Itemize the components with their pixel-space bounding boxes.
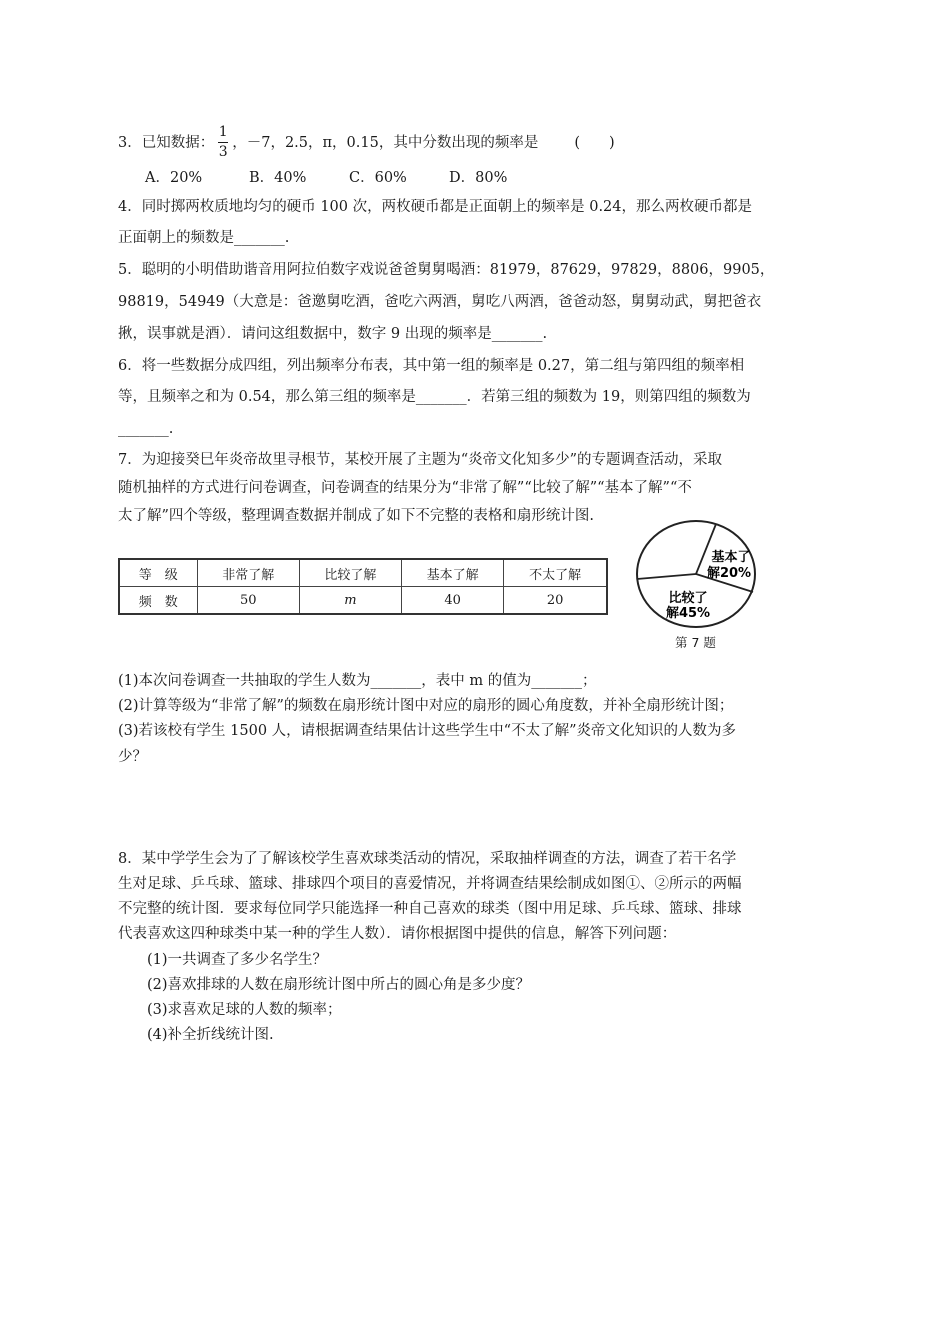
q3-options bbox=[145, 168, 507, 188]
q3-option-c: C．60% bbox=[349, 170, 407, 186]
q8-line-3: 不完整的统计图．要求每位同学只能选择一种自己喜欢的球类（图中用足球、乒乓球、篮球、排球 bbox=[118, 901, 742, 917]
fraction-denominator: 3 bbox=[218, 144, 228, 160]
q3-option-a: A．20% bbox=[145, 170, 203, 186]
q4-line-2: 正面朝上的频数是_______. bbox=[118, 230, 290, 246]
table-header-row bbox=[119, 559, 607, 587]
fraction-bar bbox=[218, 142, 228, 143]
q7-frequency-table bbox=[118, 558, 608, 615]
q8-line-1: 8．某中学学生会为了了解该校学生喜欢球类活动的情况，采取抽样调查的方法，调查了若干名学 bbox=[118, 851, 737, 867]
table-cell: m bbox=[299, 587, 401, 615]
table-cell: 频 数 bbox=[119, 587, 197, 615]
q7-line-2: 随机抽样的方式进行问卷调查，问卷调查的结果分为“非常了解”“比较了解”“基本了解”“不 bbox=[118, 480, 692, 496]
q6-line-3: _______. bbox=[118, 421, 174, 437]
q3-suffix: ，－7，2.5，π，0.15，其中分数出现的频率是 bbox=[232, 134, 539, 151]
q8-sub-1: (1)一共调查了多少名学生？ bbox=[147, 952, 328, 968]
table-cell: 等 级 bbox=[119, 559, 197, 587]
q8-line-2: 生对足球、乒乓球、篮球、排球四个项目的喜爱情况，并将调查结果绘制成如图①、②所示的两幅 bbox=[118, 876, 742, 892]
table-row bbox=[119, 587, 607, 615]
q7-line-3: 太了解”四个等级，整理调查数据并制成了如下不完整的表格和扇形统计图. bbox=[118, 508, 595, 524]
q7-sub-3-line-2: 少？ bbox=[118, 749, 147, 765]
q8-sub-2: (2)喜欢排球的人数在扇形统计图中所占的圆心角是多少度？ bbox=[147, 977, 531, 993]
figure-caption: 第 7 题 bbox=[675, 635, 716, 650]
q8-sub-4: (4)补全折线统计图. bbox=[147, 1027, 274, 1043]
q7-sub-1: (1)本次问卷调查一共抽取的学生人数为_______，表中 m 的值为_______； bbox=[118, 673, 597, 689]
table-cell: 40 bbox=[402, 587, 504, 615]
fraction-numerator: 1 bbox=[218, 124, 228, 140]
table-cell: 非常了解 bbox=[197, 559, 299, 587]
q7-line-1: 7．为迎接癸巳年炎帝故里寻根节，某校开展了主题为“炎帝文化知多少”的专题调查活动，采取 bbox=[118, 452, 723, 468]
q5-line-2: 98819，54949（大意是：爸邀舅吃酒，爸吃六两酒，舅吃八两酒，爸爸动怒，舅舅动武，舅把爸衣 bbox=[118, 294, 762, 310]
pie-label-fairly-1: 比较了 bbox=[668, 591, 708, 606]
q3-option-b: B．40% bbox=[249, 170, 307, 186]
q5-line-1: 5．聪明的小明借助谐音用阿拉伯数字戏说爸爸舅舅喝酒：81979，87629，97829，8806，9905， bbox=[118, 262, 775, 278]
q8-line-4: 代表喜欢这四种球类中某一种的学生人数）．请你根据图中提供的信息，解答下列问题： bbox=[118, 926, 677, 942]
table-cell: 比较了解 bbox=[299, 559, 401, 587]
pie-label-basic-1: 基本了 bbox=[711, 550, 751, 565]
q7-sub-3-line-1: (3)若该校有学生 1500 人，请根据调查结果估计这些学生中“不太了解”炎帝文化知识的人数为多 bbox=[118, 723, 736, 739]
table-cell: 50 bbox=[197, 587, 299, 615]
q4-line-1: 4．同时掷两枚质地均匀的硬币 100 次，两枚硬币都是正面朝上的频率是 0.24，那么两枚硬币都是 bbox=[118, 199, 753, 215]
q3-prefix: 3．已知数据： bbox=[118, 134, 215, 151]
q5-line-3: 揪，误事就是酒）．请问这组数据中，数字 9 出现的频率是_______. bbox=[118, 326, 548, 342]
q7-pie-chart bbox=[632, 518, 760, 630]
q3-answer-paren: ( ) bbox=[574, 134, 615, 151]
q7-sub-2: (2)计算等级为“非常了解”的频数在扇形统计图中对应的扇形的圆心角度数，并补全扇形统计图； bbox=[118, 698, 734, 714]
pie-label-basic-2: 解20% bbox=[706, 566, 752, 581]
q3-option-d: D．80% bbox=[449, 170, 508, 186]
q8-sub-3: (3)求喜欢足球的人数的频率； bbox=[147, 1002, 342, 1018]
table-cell: 20 bbox=[504, 587, 607, 615]
fraction-one-third bbox=[218, 124, 228, 161]
q6-line-2: 等，且频率之和为 0.54，那么第三组的频率是_______．若第三组的频数为 19，则第四组的频数为 bbox=[118, 389, 751, 405]
q6-line-1: 6．将一些数据分成四组，列出频率分布表，其中第一组的频率是 0.27，第二组与第四组的频率相 bbox=[118, 358, 745, 374]
pie-label-fairly-2: 解45% bbox=[665, 606, 711, 621]
table-cell: 不太了解 bbox=[504, 559, 607, 587]
question-3 bbox=[118, 124, 615, 161]
table-cell: 基本了解 bbox=[402, 559, 504, 587]
